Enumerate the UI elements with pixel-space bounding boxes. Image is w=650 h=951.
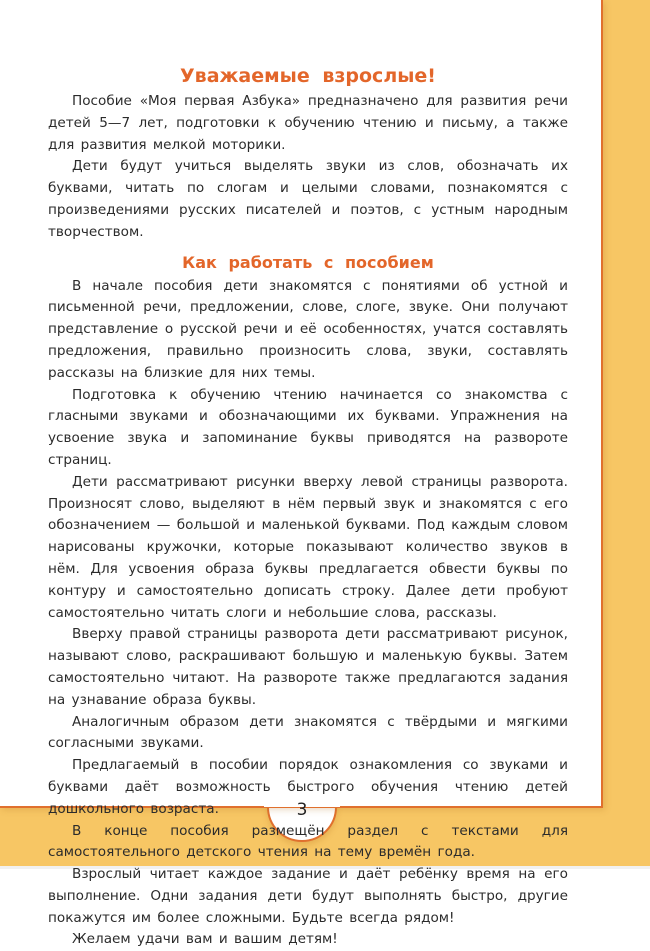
intro-paragraph: Пособие «Моя первая Азбука» предназначено для развития речи детей 5—7 лет, подготовки к обучению чтению и письму, а также для развития мелкой моторики. bbox=[48, 93, 568, 153]
section-paragraph: Взрослый читает каждое задание и даёт ребёнку время на его выполнение. Одни задания дети будут выполнять быстро, другие покажутся им более сложными. Будьте всегда рядом! bbox=[48, 866, 568, 926]
section-title: Как работать с пособием bbox=[182, 252, 434, 272]
section-paragraph: Дети рассматривают рисунки вверху левой страницы разворота. Произносят слово, выделяют в нём первый звук и знакомятся с его обозначением — большой и маленькой буквами. Под каждым словом нарисованы кружочки, которые показывают количество звуков в нём. Для усвоения образа буквы предлагается обвести буквы по контуру и самостоятельно дописать строку. Далее дети пробуют самостоятельно читать слоги и небольшие слова, рассказы. bbox=[48, 473, 568, 621]
section-paragraph: Аналогичным образом дети знакомятся с твёрдыми и мягкими согласными звуками. bbox=[48, 713, 568, 752]
section-paragraph: Подготовка к обучению чтению начинается со знакомства с гласными звуками и обозначающими их буквами. Упражнения на усвоение звука и запоминание буквы приводятся на развороте страниц. bbox=[48, 386, 568, 468]
page-number: 3 bbox=[296, 800, 308, 820]
closing-line: Желаем удачи вам и вашим детям! bbox=[72, 931, 338, 948]
intro-paragraph: Дети будут учиться выделять звуки из слов, обозначать их буквами, читать по слогам и целыми словами, познакомятся с произведениями русских писателей и поэтов, с устным народным творчеством. bbox=[48, 158, 568, 240]
decorative-right-band bbox=[602, 0, 650, 866]
page-title: Уважаемые взрослые! bbox=[180, 65, 436, 87]
section-paragraph: Предлагаемый в пособии порядок ознакомления со звуками и буквами даёт возможность быстрого обучения чтению детей дошкольного возраста. bbox=[48, 757, 568, 817]
section-paragraph: В начале пособия дети знакомятся с понятиями об устной и письменной речи, предложении, слове, слоге, звуке. Они получают представление о русской речи и её особенностях, учатся составлять предложения, правильно произносить слова, звуки, составлять рассказы на близкие для них темы. bbox=[48, 277, 568, 381]
section-paragraph: В конце пособия размещён раздел с текстами для самостоятельного детского чтения на тему времён года. bbox=[48, 822, 568, 861]
section-paragraph: Вверху правой страницы разворота дети рассматривают рисунок, называют слово, раскрашивают большую и маленькую буквы. Затем самостоятельно читают. На развороте также предлагаются задания на узнавание образа буквы. bbox=[48, 626, 568, 708]
page-content bbox=[48, 62, 568, 951]
